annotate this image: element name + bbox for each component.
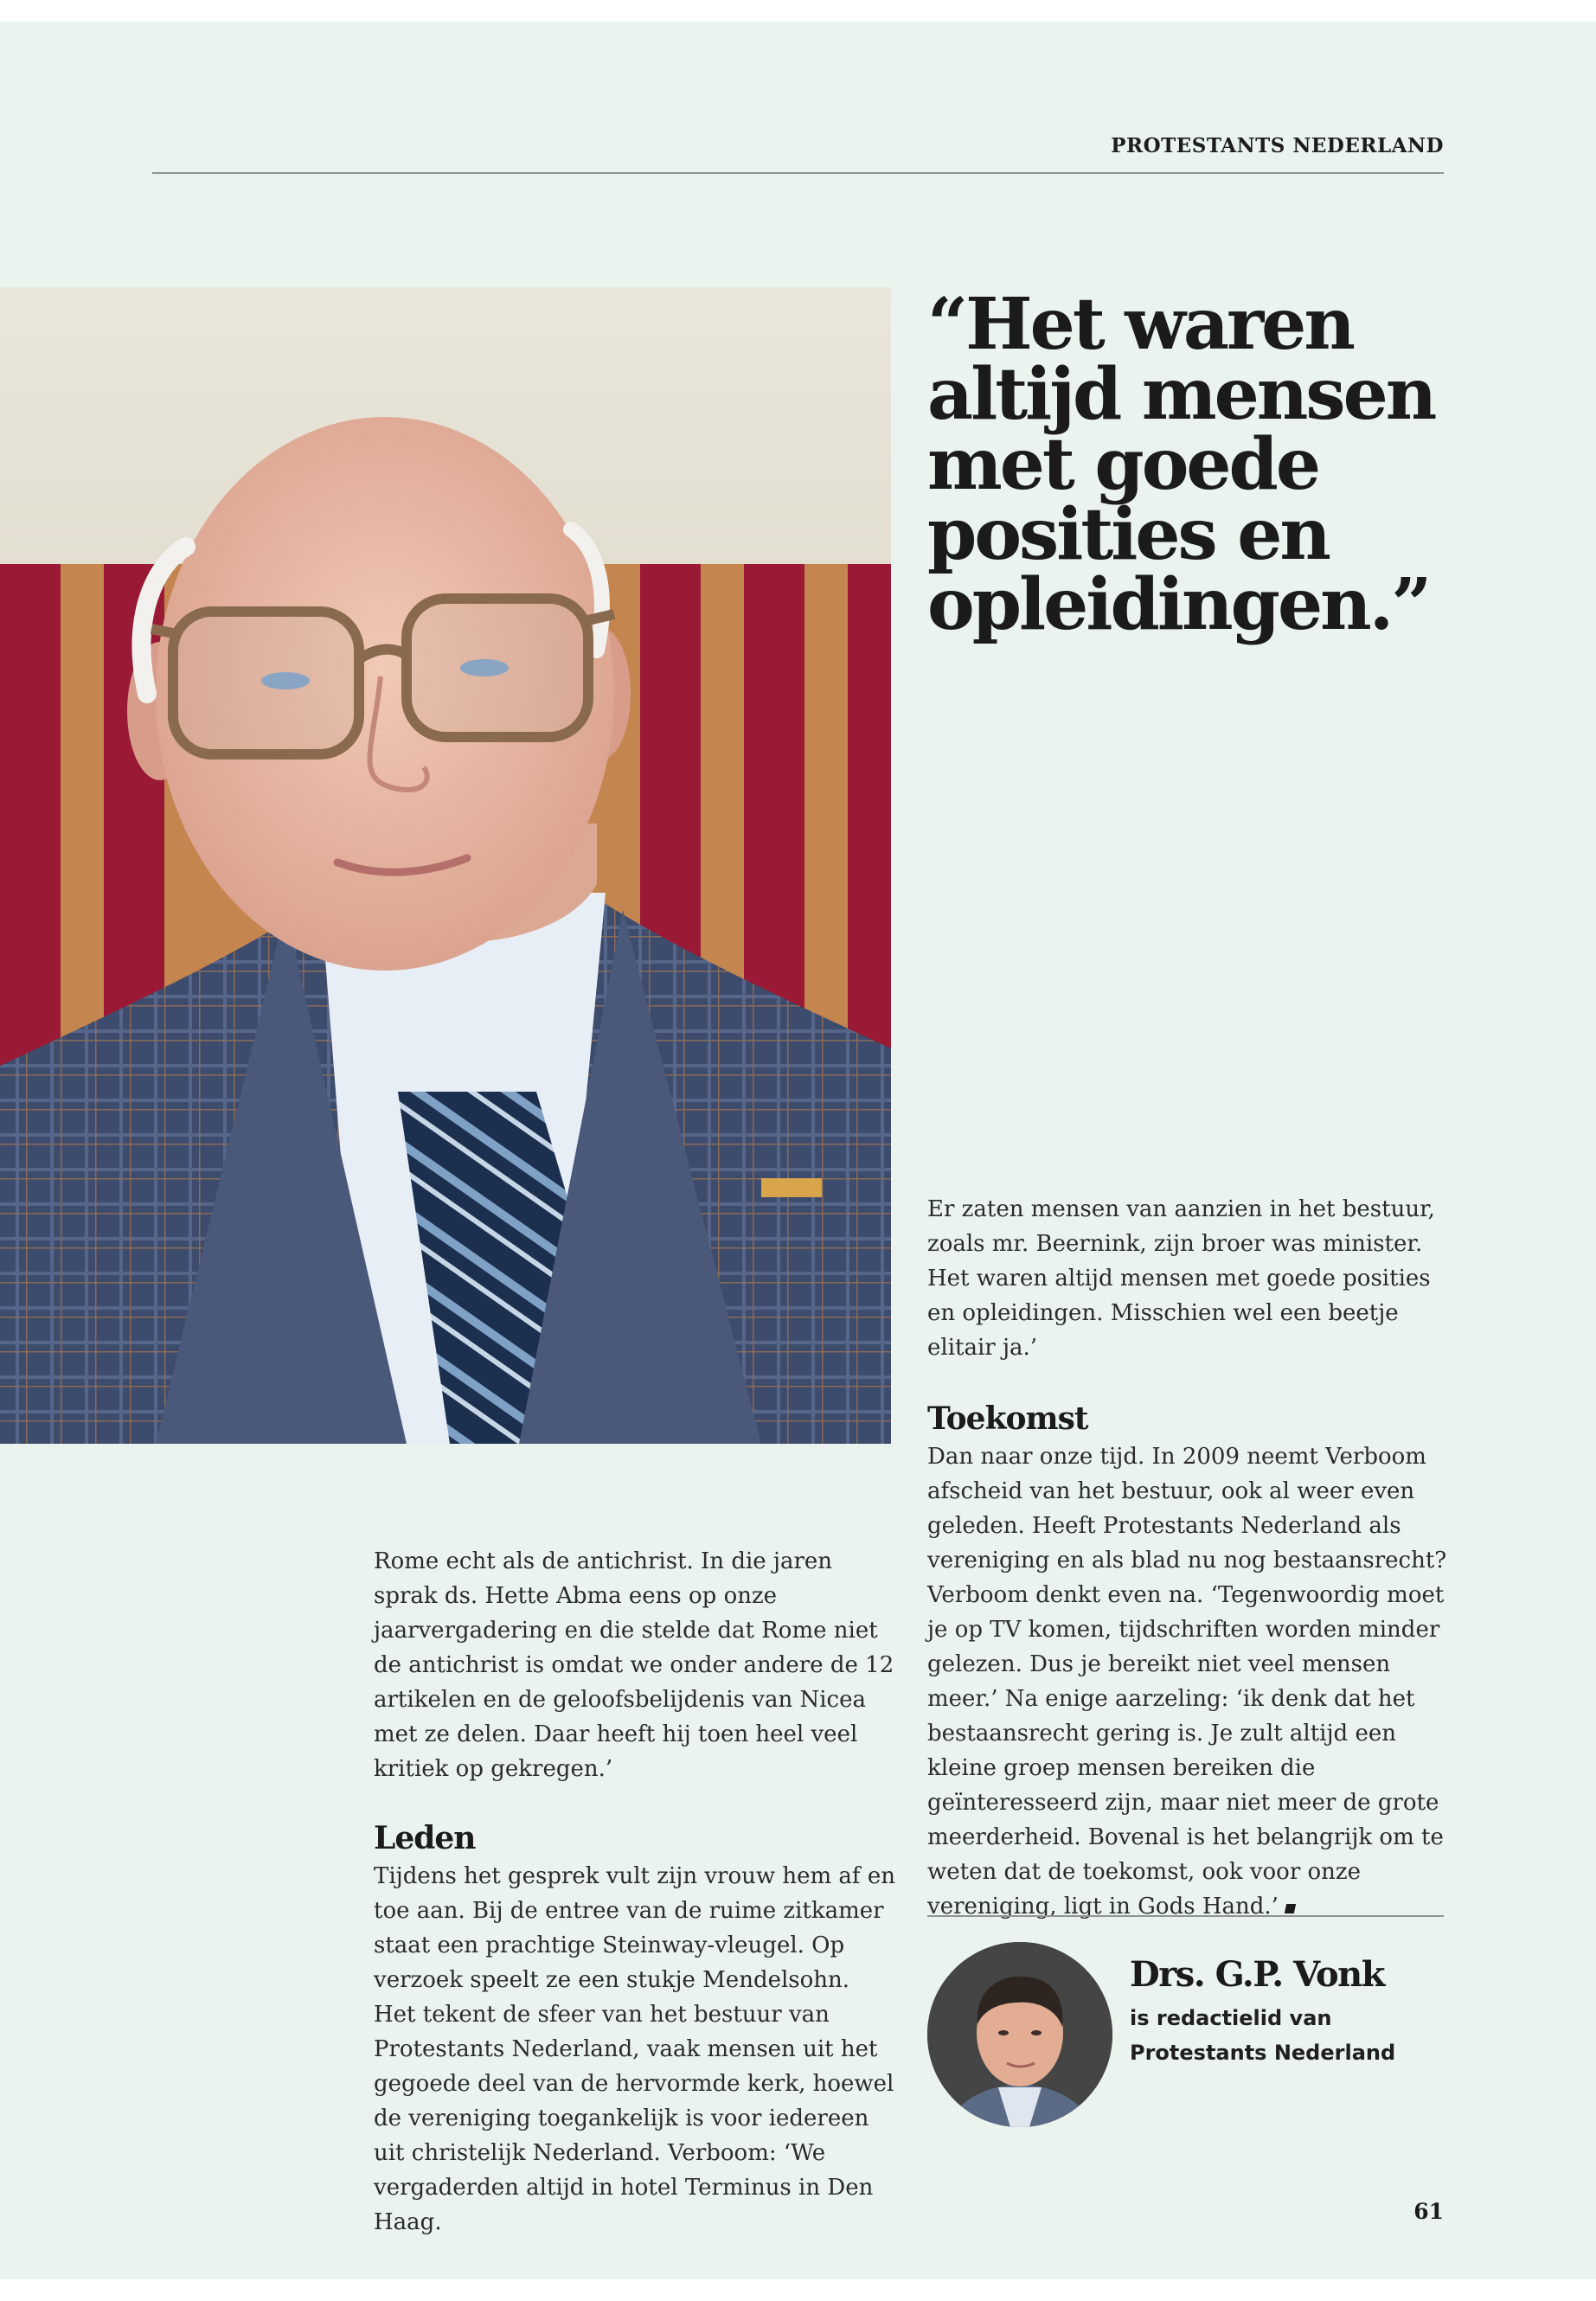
end-of-article-mark [1285,1904,1296,1913]
author-portrait-illustration [927,1942,1112,2127]
section-heading: Leden [374,1820,476,1856]
paragraph: Er zaten mensen van aanzien in het bestuur, zoals mr. Beernink, zijn broer was minister. Het waren altijd mensen met goede posities en opleidingen. Misschien wel een beetje elitair ja.’ [927,1196,1435,1361]
header-divider [152,172,1444,174]
portrait-photo [0,287,891,1444]
pull-quote: “Het waren altijd mensen met goede posities en opleidingen.” [927,283,1435,646]
paragraph: Dan naar onze tijd. In 2009 neemt Verboom afscheid van het bestuur, ook al weer even geleden. Heeft Protestants Nederland als vereniging en als blad nu nog bestaansrecht? Verboom denkt even na. ‘Tegenwoordig moet je op TV komen, tijdschriften worden minder gelezen. Dus je bereikt niet veel mensen meer.’ Na enige aarzeling: ‘ik denk dat het bestaansrecht gering is. Je zult altijd een kleine groep mensen bereiken die geïnteresseerd zijn, maar niet meer de grote meerderheid. Bovenal is het belangrijk om te weten dat de toekomst, ook voor onze vereniging, ligt in Gods Hand.’ [927,1444,1447,1920]
magazine-page [0,22,1596,2279]
section-heading: Toekomst [927,1400,1088,1437]
page-number: 61 [1413,2199,1444,2224]
author-name: Drs. G.P. Vonk [1130,1954,1384,1995]
author-avatar [927,1942,1112,2127]
section-leden [374,1821,897,2240]
author-role: is redactielid van Protestants Nederland [1130,2006,1396,2065]
paragraph: Tijdens het gesprek vult zijn vrouw hem af en toe aan. Bij de entree van de ruime zitkamer staat een prachtige Steinway-vleugel. Op verzoek speelt ze een stukje Mendelsohn. Het tekent de sfeer van het bestuur van Protestants Nederland, vaak mensen uit het gegoede deel van de hervormde kerk, hoewel de vereniging toegankelijk is voor iedereen uit christelijk Nederland. Verboom: ‘We vergaderden altijd in hotel Terminus in Den Haag. [374,1863,895,2235]
publication-header: PROTESTANTS NEDERLAND [1111,134,1444,157]
portrait-illustration [0,287,891,1444]
left-column-intro [374,1544,897,1786]
right-column-intro [927,1192,1451,1365]
section-toekomst [927,1401,1451,1924]
paragraph: Rome echt als de antichrist. In die jaren sprak ds. Hette Abma eens op onze jaarvergadering en die stelde dat Rome niet de antichrist is omdat we onder andere de 12 artikelen en de geloofsbelijdenis van Nicea met ze delen. Daar heeft hij toen heel veel kritiek op gekregen.’ [374,1548,894,1782]
author-divider [927,1915,1444,1917]
